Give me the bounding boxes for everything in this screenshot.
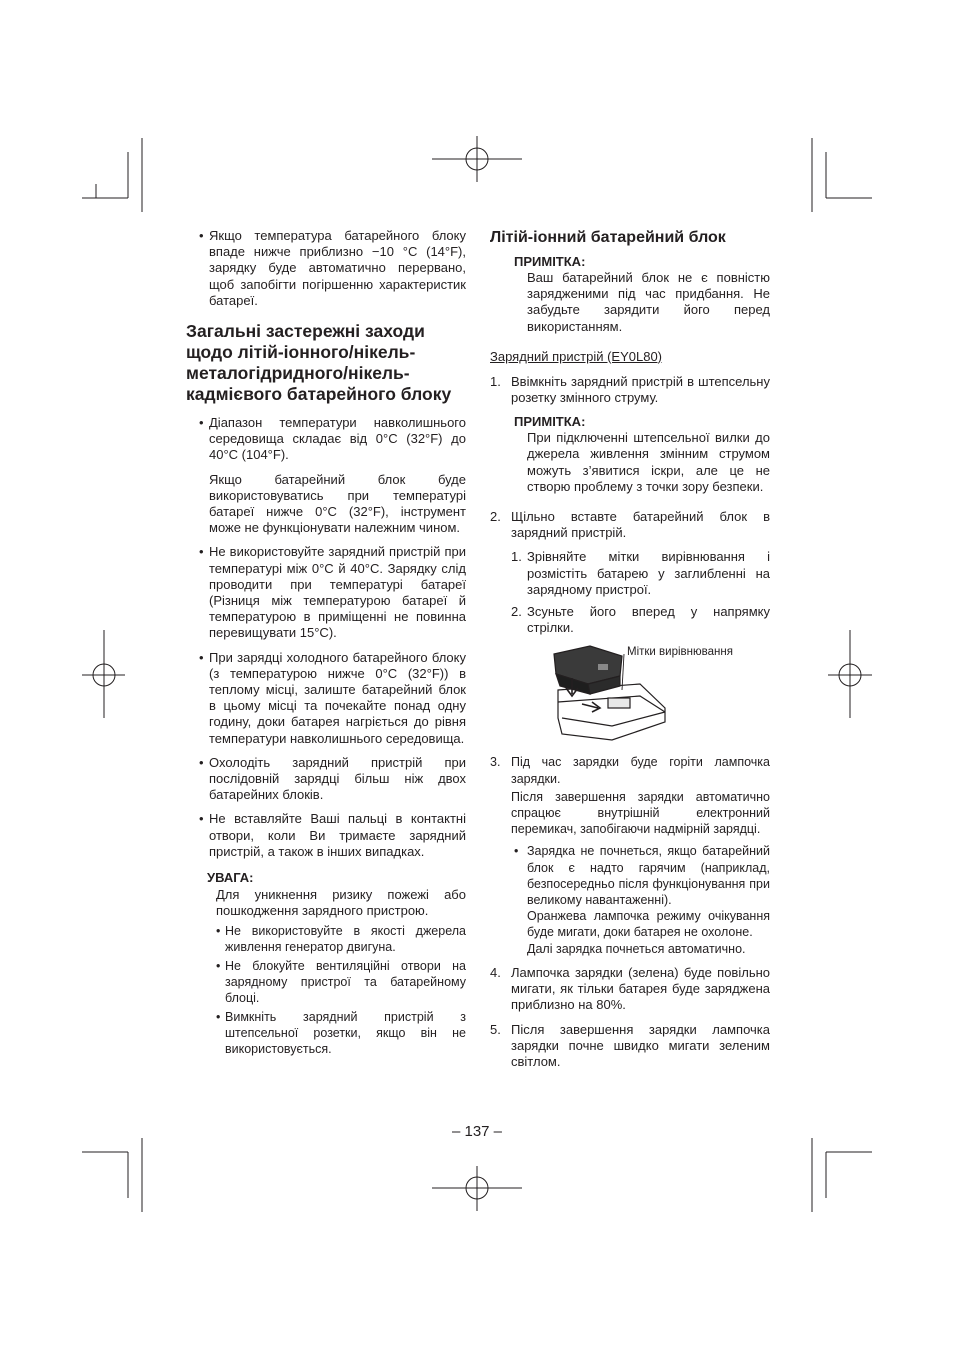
list-item: • Охолодіть зарядний пристрій при послідовній зарядці більш ніж двох батарейних блоків. <box>199 754 466 803</box>
list-item: • Не використовуйте зарядний пристрій при температурі між 0°C й 40°C. Зарядку слід проводити при температурі батареї (Різниця між температурою батареї й температурою в приміщенні не повинна перевищувати 15°C). <box>199 544 466 641</box>
list-item: • При зарядці холодного батарейного блоку (з температурою нижче 0°C (32°F)) в теплому місці, залиште батарейний блок в цьому місці та почекайте понад одну годину, доки батарея нагріється до рівня температури навколишнього середовища. <box>199 649 466 746</box>
substep-number: 1. <box>511 549 522 565</box>
substep-text: Зсуньте його вперед у напрямку стрілки. <box>527 604 770 636</box>
bullet-text: При зарядці холодного батарейного блоку (з температурою нижче 0°C (32°F)) в теплому місці, залиште батарейний блок в цьому місці та почекайте понад одну годину, доки батарея нагріється до рівня температури навколишнього середовища. <box>209 649 466 746</box>
bullet-text: Якщо температура батарейного блоку впаде нижче приблизно −10 °C (14°F), зарядку буде автоматично перервано, щоб запобігти погіршенню характеристик батареї. <box>209 228 466 308</box>
bullet-subtext: Якщо батарейний блок буде використовуватись при температурі батареї нижче 0°C (32°F), інструмент може не функціонувати належним чином. <box>209 471 466 536</box>
bullet-subtext: Далі зарядка почнеться автоматично. <box>527 941 746 956</box>
step-subtext: Після завершення зарядки автоматично спрацює внутрішній електронний перемикач, запобігаючи надмірній зарядці. <box>511 789 770 837</box>
step-text: Щільно вставте батарейний блок в зарядний пристрій. <box>511 509 770 541</box>
step-number: 5. <box>490 1021 501 1037</box>
step-item <box>490 509 770 541</box>
substep-item <box>490 604 770 636</box>
left-column <box>186 228 466 1057</box>
step-item <box>490 754 770 956</box>
warning-body: Для уникнення ризику пожежі або пошкодження зарядного пристрою. <box>216 887 466 919</box>
bullet-text: Діапазон температури навколишнього середовища складає від 0°C (32°F) до 40°C (104°F). <box>209 415 466 463</box>
bullet-text: Не використовуйте зарядний пристрій при температурі між 0°C й 40°C. Зарядку слід проводити при температурі батареї (Різниця між температурою батареї й температурою в приміщенні не повинна перевищувати 15°C). <box>209 544 466 641</box>
step-number: 1. <box>490 373 501 389</box>
note-body: Ваш батарейний блок не є повністю зарядженими під час придбання. Не забудьте зарядити його перед використанням. <box>527 270 770 334</box>
step-item <box>490 374 770 406</box>
figure-label: Мітки вирівнювання <box>627 646 733 659</box>
step-text: Лампочка зарядки (зелена) буде повільно мигати, як тільки батарея буде заряджена приблизно на 80%. <box>511 964 770 1013</box>
warning-item-text: Не блокуйте вентиляційні отвори на зарядному пристрої та батарейному блоці. <box>225 958 466 1005</box>
section-heading: Літій-іонний батарейний блок <box>490 229 726 246</box>
list-item: • Не вставляйте Ваші пальці в контактні отвори, коли Ви тримаєте зарядний пристрій, а також в інших випадках. <box>199 811 466 859</box>
right-column <box>490 228 770 1078</box>
bullet-subtext: Оранжева лампочка режиму очікування буде мигати, доки батарея не охолоне. <box>527 909 770 940</box>
section-heading: Загальні застережні заходи щодо літій-іонного/нікель-металогідридного/нікель-кадмієвого батарейного блоку <box>186 321 452 405</box>
warning-item: • Не блокуйте вентиляційні отвори на зарядному пристрої та батарейному блоці. <box>216 958 466 1005</box>
list-item: • Якщо температура батарейного блоку впаде нижче приблизно −10 °C (14°F), зарядку буде автоматично перервано, щоб запобігти погіршенню характеристик батареї. <box>199 228 466 308</box>
step-text: Під час зарядки буде горіти лампочка зарядки. <box>511 755 770 786</box>
step-text: Після завершення зарядки лампочка зарядки почне швидко мигати зеленим світлом. <box>511 1021 770 1069</box>
warning-item: • Вимкніть зарядний пристрій з штепсельної розетки, якщо він не використовується. <box>216 1009 466 1056</box>
charger-model-link: Зарядний пристрій (EY0L80) <box>490 348 663 364</box>
warning-item-text: Вимкніть зарядний пристрій з штепсельної розетки, якщо він не використовується. <box>225 1009 466 1056</box>
note-title: ПРИМІТКА: <box>514 414 586 430</box>
step-number: 4. <box>490 964 501 980</box>
step-number: 3. <box>490 755 501 770</box>
step-number: 2. <box>490 509 501 525</box>
charger-figure <box>490 642 770 742</box>
note-title: ПРИМІТКА: <box>514 254 586 269</box>
page-number: – 137 – <box>451 1123 503 1140</box>
bullet-text: Не вставляйте Ваші пальці в контактні отвори, коли Ви тримаєте зарядний пристрій, а також в інших випадках. <box>209 811 466 859</box>
substep-number: 2. <box>511 604 522 620</box>
bullet-text: Охолодіть зарядний пристрій при послідовній зарядці більш ніж двох батарейних блоків. <box>209 754 466 803</box>
warning-item: • Не використовуйте в якості джерела живлення генератор двигуна. <box>216 923 466 954</box>
warning-item-text: Не використовуйте в якості джерела живлення генератор двигуна. <box>225 923 466 954</box>
list-item: • Діапазон температури навколишнього середовища складає від 0°C (32°F) до 40°C (104°F). Якщо батарейний блок буде використовуватись при температурі батареї нижче 0°C (32°F), інструмент може не функціонувати належним чином. <box>199 415 466 536</box>
substep-text: Зрівняйте мітки вирівнювання і розмістіть батарею у заглибленні на зарядному пристрої. <box>527 549 770 597</box>
note-body: При підключенні штепсельної вилки до джерела живлення змінним струмом можуть з’явитися іскри, але це не створю проблему з точки зору безпеки. <box>527 430 770 494</box>
step-item <box>490 1022 770 1071</box>
step-text: Ввімкніть зарядний пристрій в штепсельну розетку змінного струму. <box>511 373 770 406</box>
list-item: • Зарядка не почнеться, якщо батарейний блок є надто гарячим (наприклад, безпосередньо після функціонування при великому навантаженні). Оранжева лампочка режиму очікування буде мигати, доки батарея не охолоне. Далі зарядка почнеться автоматично. <box>514 844 770 956</box>
substep-item <box>490 549 770 598</box>
bullet-text: Зарядка не почнеться, якщо батарейний блок є надто гарячим (наприклад, безпосередньо після функціонування при великому навантаженні). <box>527 844 770 908</box>
step-item <box>490 965 770 1014</box>
warning-title: УВАГА: <box>207 870 254 886</box>
